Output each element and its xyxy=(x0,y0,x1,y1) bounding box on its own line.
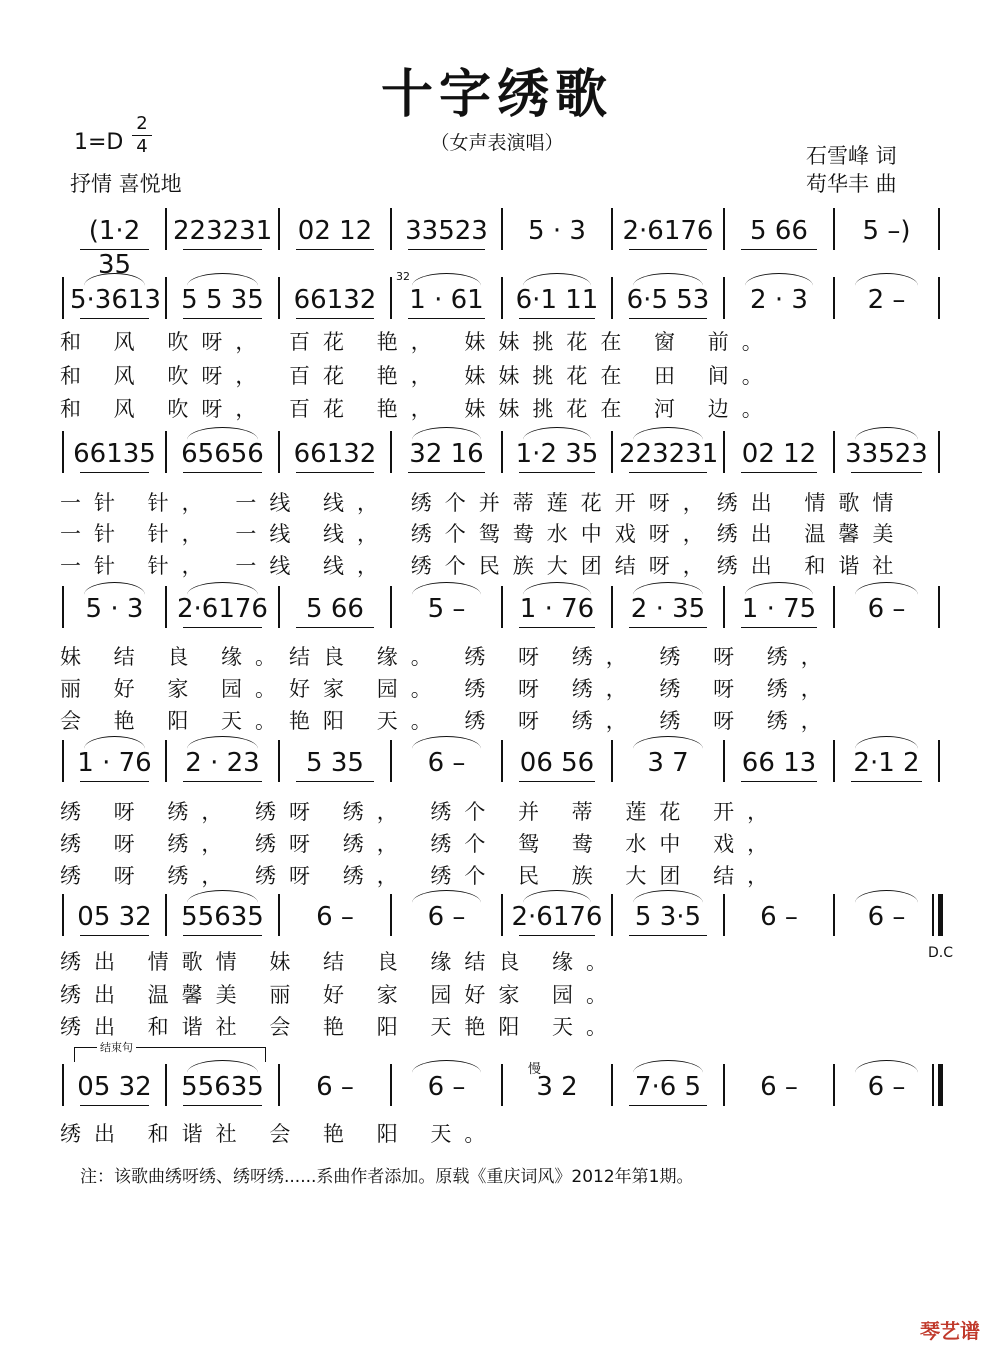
beam-underline xyxy=(183,249,262,250)
measure: 3 2 xyxy=(536,1072,578,1102)
barline xyxy=(278,277,280,319)
measure: 5 66 xyxy=(306,594,364,624)
barline xyxy=(62,894,64,936)
barline xyxy=(932,894,934,936)
final-barline xyxy=(938,277,940,319)
measure: 55635 xyxy=(181,1072,264,1102)
beam-underline xyxy=(408,318,485,319)
final-barline xyxy=(938,894,943,936)
composer-credit: 苟华丰 曲 xyxy=(806,172,897,196)
beam-underline xyxy=(80,472,149,473)
slur xyxy=(412,736,481,749)
lyric-verse-2: 绣出 温馨美 丽 好 家 园好家 园。 xyxy=(60,983,621,1007)
barline xyxy=(723,208,725,250)
measure: 32 16 xyxy=(409,439,484,469)
measure: 2·1 2 xyxy=(853,748,920,778)
barline xyxy=(723,277,725,319)
ending-bracket xyxy=(74,1041,266,1062)
beam-underline xyxy=(741,627,817,628)
beam-underline xyxy=(629,1105,707,1106)
slur xyxy=(745,273,813,286)
barline xyxy=(501,277,503,319)
barline xyxy=(501,740,503,782)
barline xyxy=(501,586,503,628)
barline xyxy=(165,1064,167,1106)
slur xyxy=(187,427,258,440)
measure: 6 – xyxy=(427,902,466,932)
measure: 33523 xyxy=(405,216,488,246)
measure: 65656 xyxy=(181,439,264,469)
barline xyxy=(165,431,167,473)
measure: 6 – xyxy=(427,1072,466,1102)
barline xyxy=(278,1064,280,1106)
measure: 6·1 11 xyxy=(515,285,599,315)
beam-underline xyxy=(296,318,374,319)
barline xyxy=(723,431,725,473)
measure: 02 12 xyxy=(741,439,817,469)
beam-underline xyxy=(296,781,374,782)
slur xyxy=(412,1060,481,1073)
beam-underline xyxy=(80,1105,149,1106)
beam-underline xyxy=(629,318,707,319)
measure: 5 3·5 xyxy=(634,902,702,932)
measure: 06 56 xyxy=(519,748,595,778)
barline xyxy=(611,277,613,319)
measure: 2·6176 xyxy=(177,594,268,624)
measure: 2 · 3 xyxy=(750,285,808,315)
beam-underline xyxy=(519,781,595,782)
slur xyxy=(84,736,145,749)
barline xyxy=(833,431,835,473)
beam-underline xyxy=(851,472,922,473)
measure: 6 – xyxy=(867,902,906,932)
measure: 2 · 35 xyxy=(630,594,706,624)
barline xyxy=(390,586,392,628)
key-signature: 1=D xyxy=(74,130,124,155)
barline xyxy=(723,586,725,628)
slur xyxy=(633,427,703,440)
slur xyxy=(855,582,918,595)
beam-underline xyxy=(851,781,922,782)
lyric-verse-3: 一针 针， 一线 线， 绣个民族大团结呀，绣出 和谐社 xyxy=(60,554,907,578)
lyric-verse-3: 绣出 和谐社 会 艳 阳 天艳阳 天。 xyxy=(60,1015,621,1039)
slur xyxy=(412,890,481,903)
slur xyxy=(523,427,591,440)
slur xyxy=(633,582,703,595)
barline xyxy=(278,586,280,628)
measure: 7·6 5 xyxy=(634,1072,702,1102)
barline xyxy=(390,894,392,936)
beam-underline xyxy=(183,627,262,628)
barline xyxy=(390,431,392,473)
barline xyxy=(833,277,835,319)
slur xyxy=(855,890,918,903)
beam-underline xyxy=(519,627,595,628)
lyric-verse-1: 绣出 情歌情 妹 结 良 缘结良 缘。 xyxy=(60,950,621,974)
lyric-verse-2: 绣 呀 绣， 绣呀 绣， 绣个 鸳 鸯 水中 戏， xyxy=(60,832,782,856)
barline xyxy=(611,208,613,250)
barline xyxy=(62,740,64,782)
measure: 1 · 75 xyxy=(741,594,817,624)
slur xyxy=(855,273,918,286)
measure: 2·6176 xyxy=(622,216,714,246)
measure: 223231 xyxy=(619,439,719,469)
measure: 66135 xyxy=(73,439,156,469)
beam-underline xyxy=(519,935,595,936)
barline xyxy=(278,431,280,473)
barline xyxy=(165,208,167,250)
barline xyxy=(611,1064,613,1106)
measure: 6 – xyxy=(760,1072,798,1102)
slow-mark: 慢 xyxy=(528,1062,542,1077)
lyric-verse-1: 绣出 和谐社 会 艳 阳 天。 xyxy=(60,1122,499,1146)
measure: 1 · 76 xyxy=(77,748,152,778)
barline xyxy=(165,277,167,319)
barline xyxy=(611,740,613,782)
tempo-marking: 抒情 喜悦地 xyxy=(70,172,182,196)
beam-underline xyxy=(296,472,374,473)
measure: 5 5 35 xyxy=(181,285,264,315)
lyric-verse-3: 和 风 吹呀， 百花 艳， 妹妹挑花在 河 边。 xyxy=(60,397,776,421)
grace-note-mark: 32 xyxy=(396,270,410,283)
beam-underline xyxy=(629,627,707,628)
slur xyxy=(633,890,703,903)
measure: 66132 xyxy=(293,285,377,315)
slur xyxy=(523,582,591,595)
barline xyxy=(390,277,392,319)
measure: 5 66 xyxy=(750,216,808,246)
beam-underline xyxy=(80,935,149,936)
slur xyxy=(633,1060,703,1073)
measure: 5·3613 xyxy=(70,285,161,315)
performance-subtitle: （女声表演唱） xyxy=(430,132,564,154)
barline xyxy=(165,586,167,628)
slur xyxy=(412,582,481,595)
barline xyxy=(62,586,64,628)
barline xyxy=(611,431,613,473)
slur xyxy=(745,582,813,595)
barline xyxy=(611,894,613,936)
measure: 5 –) xyxy=(862,216,911,246)
barline xyxy=(611,586,613,628)
measure: 1 · 76 xyxy=(519,594,595,624)
measure: 3 7 xyxy=(647,748,689,778)
slur xyxy=(633,736,703,749)
measure: 2·6176 xyxy=(511,902,603,932)
lyric-verse-2: 一针 针， 一线 线， 绣个鸳鸯水中戏呀，绣出 温馨美 xyxy=(60,522,907,546)
measure: 05 32 xyxy=(77,902,152,932)
slur xyxy=(523,273,591,286)
lyric-verse-1: 一针 针， 一线 线， 绣个并蒂莲花开呀，绣出 情歌情 xyxy=(60,491,907,515)
barline xyxy=(833,586,835,628)
beam-underline xyxy=(408,249,485,250)
lyric-verse-3: 会 艳 阳 天。艳阳 天。 绣 呀 绣， 绣 呀 绣， xyxy=(60,709,835,733)
slur xyxy=(633,273,703,286)
barline xyxy=(501,894,503,936)
barline xyxy=(723,1064,725,1106)
lyric-verse-1: 妹 结 良 缘。结良 缘。 绣 呀 绣， 绣 呀 绣， xyxy=(60,645,835,669)
beam-underline xyxy=(183,935,262,936)
lyric-verse-1: 和 风 吹呀， 百花 艳， 妹妹挑花在 窗 前。 xyxy=(60,330,776,354)
barline xyxy=(723,894,725,936)
measure: (1·2 35 xyxy=(88,216,141,280)
final-barline xyxy=(938,208,940,250)
barline xyxy=(62,277,64,319)
lyric-verse-2: 丽 好 家 园。好家 园。 绣 呀 绣， 绣 呀 绣， xyxy=(60,677,835,701)
measure: 5 · 3 xyxy=(528,216,586,246)
barline xyxy=(833,208,835,250)
measure: 66 13 xyxy=(741,748,817,778)
beam-underline xyxy=(741,781,817,782)
measure: 55635 xyxy=(181,902,264,932)
beam-underline xyxy=(296,249,374,250)
time-signature xyxy=(132,114,152,157)
slur xyxy=(187,582,258,595)
slur xyxy=(855,736,918,749)
barline xyxy=(165,894,167,936)
ending-label: 结束句 xyxy=(97,1039,136,1055)
beam-underline xyxy=(519,472,595,473)
lyric-verse-1: 绣 呀 绣， 绣呀 绣， 绣个 并 蒂 莲花 开， xyxy=(60,800,782,824)
final-barline xyxy=(938,431,940,473)
measure: 5 · 3 xyxy=(85,594,144,624)
watermark-logo: 琴艺谱 xyxy=(920,1319,980,1343)
measure: 66132 xyxy=(293,439,377,469)
barline xyxy=(501,1064,503,1106)
measure: 6 – xyxy=(316,1072,354,1102)
barline xyxy=(833,740,835,782)
slur xyxy=(523,890,591,903)
lyric-verse-2: 和 风 吹呀， 百花 艳， 妹妹挑花在 田 间。 xyxy=(60,364,776,388)
slur xyxy=(412,273,481,286)
barline xyxy=(723,740,725,782)
measure: 6 – xyxy=(867,594,906,624)
barline xyxy=(390,740,392,782)
da-capo-mark: D.C xyxy=(928,945,954,961)
slur xyxy=(412,427,481,440)
barline xyxy=(62,1064,64,1106)
barline xyxy=(62,431,64,473)
beam-underline xyxy=(629,935,707,936)
measure: 223231 xyxy=(173,216,273,246)
measure: 33523 xyxy=(845,439,928,469)
beam-underline xyxy=(183,318,262,319)
beam-underline xyxy=(741,472,817,473)
meter-bottom: 4 xyxy=(136,136,148,157)
barline xyxy=(390,208,392,250)
song-title: 十字绣歌 xyxy=(380,65,613,125)
measure: 1 · 61 xyxy=(409,285,484,315)
barline xyxy=(932,1064,934,1106)
barline xyxy=(390,1064,392,1106)
measure: 1·2 35 xyxy=(515,439,599,469)
slur xyxy=(855,1060,918,1073)
measure: 6·5 53 xyxy=(626,285,710,315)
beam-underline xyxy=(296,627,374,628)
final-barline xyxy=(938,586,940,628)
slur xyxy=(187,273,258,286)
measure: 5 35 xyxy=(306,748,364,778)
measure: 02 12 xyxy=(297,216,373,246)
barline xyxy=(278,740,280,782)
slur xyxy=(187,736,258,749)
beam-underline xyxy=(408,472,485,473)
footer-note: 注：该歌曲绣呀绣、绣呀绣......系曲作者添加。原载《重庆词风》2012年第1期。 xyxy=(80,1167,694,1187)
slur xyxy=(187,890,258,903)
beam-underline xyxy=(629,472,707,473)
measure: 5 – xyxy=(427,594,466,624)
measure: 6 – xyxy=(867,1072,906,1102)
beam-underline xyxy=(183,1105,262,1106)
barline xyxy=(501,431,503,473)
slur xyxy=(84,582,145,595)
beam-underline xyxy=(80,249,149,250)
barline xyxy=(501,208,503,250)
measure: 05 32 xyxy=(77,1072,152,1102)
lyricist-credit: 石雪峰 词 xyxy=(806,144,897,168)
barline xyxy=(833,894,835,936)
beam-underline xyxy=(183,472,262,473)
barline xyxy=(278,894,280,936)
measure: 6 – xyxy=(427,748,466,778)
measure: 2 · 23 xyxy=(185,748,260,778)
barline xyxy=(278,208,280,250)
beam-underline xyxy=(80,781,149,782)
measure: 2 – xyxy=(867,285,906,315)
barline xyxy=(165,740,167,782)
slur xyxy=(84,273,145,286)
beam-underline xyxy=(183,781,262,782)
slur xyxy=(855,427,918,440)
beam-underline xyxy=(80,318,149,319)
final-barline xyxy=(938,1064,943,1106)
barline xyxy=(833,1064,835,1106)
meter-top: 2 xyxy=(136,113,148,134)
lyric-verse-3: 绣 呀 绣， 绣呀 绣， 绣个 民 族 大团 结， xyxy=(60,864,782,888)
measure: 6 – xyxy=(316,902,354,932)
beam-underline xyxy=(519,318,595,319)
beam-underline xyxy=(629,249,707,250)
final-barline xyxy=(938,740,940,782)
measure: 6 – xyxy=(760,902,798,932)
beam-underline xyxy=(741,249,817,250)
